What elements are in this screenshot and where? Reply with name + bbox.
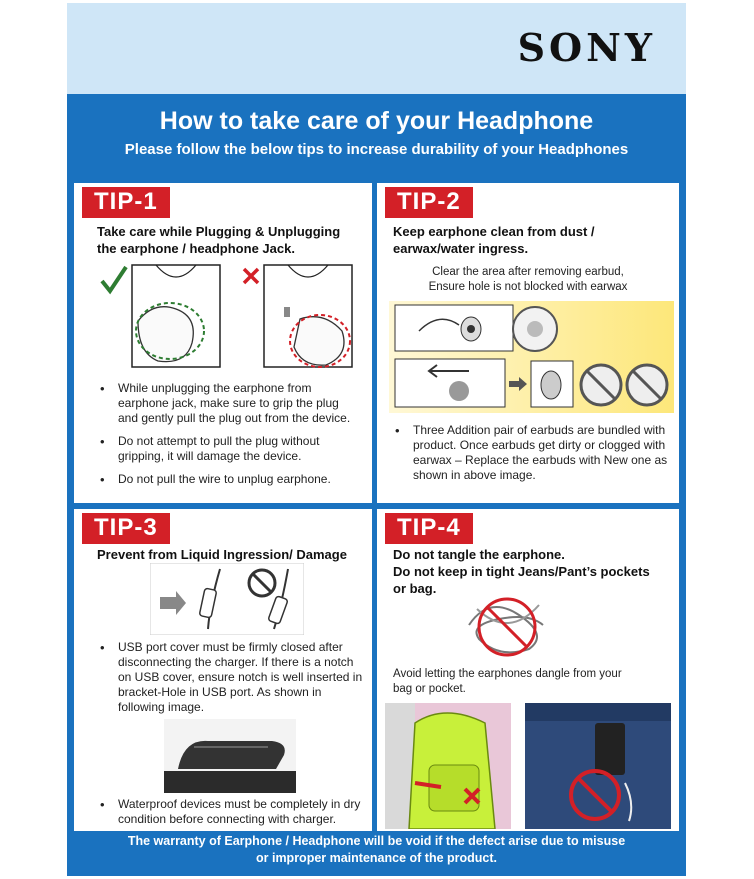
- list-item: • Three Addition pair of earbuds are bundled with product. Once earbuds get dirty or clogged with earwax – Replace the earbuds with New one as shown in above image.: [389, 423, 671, 483]
- tip-4-title: Do not tangle the earphone. Do not keep in tight Jeans/Pant’s pockets or bag.: [393, 547, 650, 596]
- poster-title: How to take care of your Headphone: [159, 107, 594, 135]
- check-icon: [102, 267, 126, 291]
- list-item: • While unplugging the earphone from earphone jack, make sure to grip the plug and gently pull the plug out from the device.: [94, 381, 362, 426]
- jeans-pocket-photo: [525, 703, 671, 829]
- tip-3-badge: TIP-3: [82, 513, 170, 544]
- earbud-replace-box: [395, 359, 505, 407]
- tip-1-title: Take care while Plugging & Unplugging the earphone / headphone Jack.: [97, 224, 341, 256]
- poster-subtitle: Please follow the below tips to increase durability of your Headphones: [124, 141, 629, 158]
- tangled-earphone-illustration: [459, 595, 555, 659]
- list-item: • Waterproof devices must be completely in dry condition before connecting with charger.: [94, 797, 364, 827]
- tip-4-panel: [377, 509, 679, 831]
- tip-2-illustration: [389, 301, 674, 413]
- usb-cover-photo: [164, 719, 296, 793]
- tip-4-caption: Avoid letting the earphones dangle from your bag or pocket.: [393, 668, 622, 695]
- list-item: • USB port cover must be firmly closed after disconnecting the charger. If there is a notch on USB cover, ensure notch is well inserted in bracket-Hole in USB port. As shown in following image.: [94, 640, 364, 715]
- tip-2-title: Keep earphone clean from dust / earwax/water ingress.: [393, 224, 595, 256]
- care-poster: [67, 3, 686, 876]
- tip-3-title: Prevent from Liquid Ingression/ Damage: [97, 547, 347, 562]
- tip-1-badge: TIP-1: [82, 187, 170, 218]
- list-item: • Do not pull the wire to unplug earphone.: [94, 472, 362, 487]
- tip-4-badge: TIP-4: [385, 513, 473, 544]
- sony-logo: SONY: [517, 25, 656, 70]
- tip-3-bullets-b: [94, 797, 364, 831]
- logo-band: [67, 3, 686, 94]
- tip-3-bullets-a: [94, 640, 364, 723]
- tip-3-panel: [74, 509, 372, 831]
- tip-3-illustration: [150, 563, 304, 635]
- tip-1-panel: [74, 183, 372, 503]
- tip-1-bullets: [94, 381, 362, 495]
- prohibited-icon: [479, 599, 535, 655]
- tip-1-illustration: [94, 261, 364, 371]
- backpack-photo: [385, 703, 511, 829]
- prohibited-icon: [581, 365, 621, 405]
- cross-icon: [244, 269, 258, 283]
- tip-2-panel: [377, 183, 679, 503]
- earbud-clean-box: [395, 305, 513, 351]
- tip-2-caption: Clear the area after removing earbud, Ensure hole is not blocked with earwax: [428, 266, 628, 293]
- warranty-footer: The warranty of Earphone / Headphone will be void if the defect arise due to misuse or improper maintenance of the product.: [127, 834, 626, 865]
- tip-2-bullets: [389, 423, 671, 491]
- list-item: • Do not attempt to pull the plug without gripping, it will damage the device.: [94, 434, 362, 464]
- prohibited-icon: [627, 365, 667, 405]
- tip-2-badge: TIP-2: [385, 187, 473, 218]
